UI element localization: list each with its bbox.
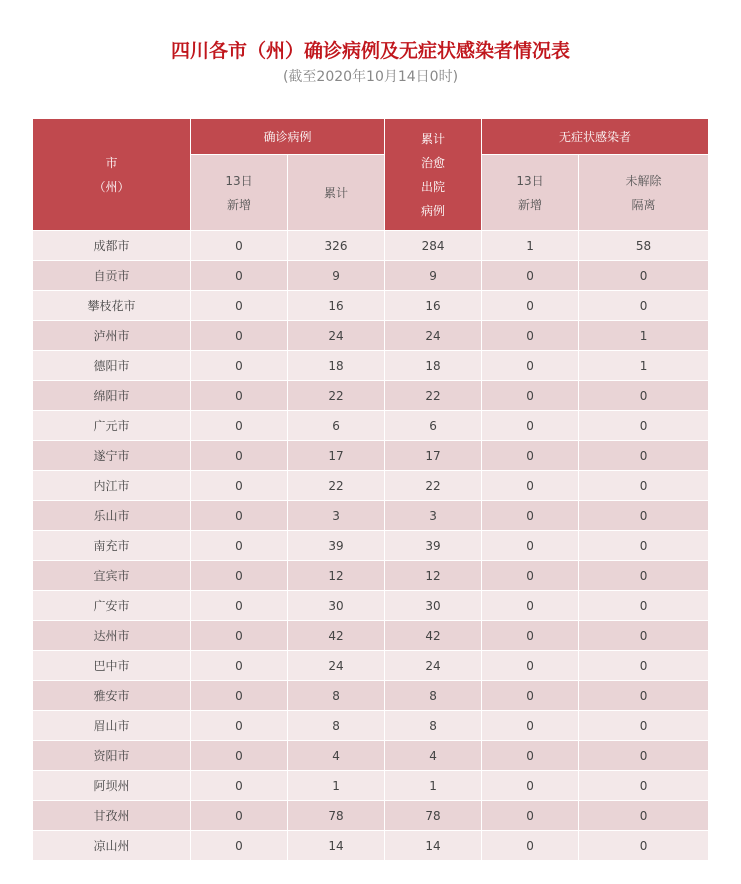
cell-city: 雅安市: [33, 681, 191, 711]
cell-recovered: 3: [385, 501, 482, 531]
cell-confirmed-total: 8: [288, 681, 385, 711]
cell-confirmed-total: 14: [288, 831, 385, 861]
cell-city: 眉山市: [33, 711, 191, 741]
header-asym-new-line1: 13日: [516, 173, 544, 188]
cell-asym-new: 0: [482, 411, 579, 441]
cell-asym-isolation: 0: [579, 501, 709, 531]
cell-asym-isolation: 0: [579, 531, 709, 561]
cell-city: 自贡市: [33, 261, 191, 291]
header-city-line2: （州）: [93, 179, 130, 194]
cell-confirmed-new: 0: [191, 681, 288, 711]
cell-recovered: 39: [385, 531, 482, 561]
cell-asym-new: 0: [482, 471, 579, 501]
cell-recovered: 24: [385, 651, 482, 681]
table-row: [33, 321, 709, 351]
cell-confirmed-new: 0: [191, 591, 288, 621]
table-row: [33, 561, 709, 591]
cell-city: 乐山市: [33, 501, 191, 531]
cell-asym-new: 0: [482, 261, 579, 291]
cell-asym-isolation: 58: [579, 231, 709, 261]
cell-asym-isolation: 0: [579, 441, 709, 471]
table-row: [33, 261, 709, 291]
cell-city: 成都市: [33, 231, 191, 261]
cell-city: 泸州市: [33, 321, 191, 351]
cell-city: 遂宁市: [33, 441, 191, 471]
cell-confirmed-new: 0: [191, 351, 288, 381]
cell-asym-isolation: 0: [579, 771, 709, 801]
cell-asym-isolation: 0: [579, 381, 709, 411]
cell-asym-isolation: 0: [579, 711, 709, 741]
header-confirmed-total: 累计: [288, 155, 385, 231]
table-row: [33, 591, 709, 621]
cell-city: 德阳市: [33, 351, 191, 381]
cell-asym-isolation: 0: [579, 561, 709, 591]
cell-asym-isolation: 0: [579, 591, 709, 621]
cell-city: 凉山州: [33, 831, 191, 861]
header-asym-new: [482, 155, 579, 231]
table-row: [33, 501, 709, 531]
cell-confirmed-new: 0: [191, 621, 288, 651]
table-body: [33, 231, 709, 861]
header-city-line1: 市: [105, 155, 118, 170]
cell-recovered: 24: [385, 321, 482, 351]
table-row: [33, 741, 709, 771]
cell-confirmed-new: 0: [191, 231, 288, 261]
cell-asym-new: 0: [482, 741, 579, 771]
header-recovered-line1: 累计: [421, 131, 446, 146]
cell-confirmed-new: 0: [191, 831, 288, 861]
table-row: [33, 621, 709, 651]
cell-confirmed-new: 0: [191, 381, 288, 411]
cell-confirmed-total: 8: [288, 711, 385, 741]
cell-asym-new: 0: [482, 351, 579, 381]
cell-confirmed-new: 0: [191, 801, 288, 831]
table-row: [33, 441, 709, 471]
cell-recovered: 22: [385, 471, 482, 501]
cell-confirmed-new: 0: [191, 741, 288, 771]
header-confirmed-new-line2: 新增: [226, 197, 251, 212]
cell-asym-new: 0: [482, 621, 579, 651]
table-row: [33, 711, 709, 741]
table-row: [33, 291, 709, 321]
cell-asym-new: 0: [482, 291, 579, 321]
cell-asym-new: 0: [482, 561, 579, 591]
cell-recovered: 8: [385, 711, 482, 741]
cell-confirmed-new: 0: [191, 291, 288, 321]
header-recovered: [385, 119, 482, 231]
cell-confirmed-total: 24: [288, 321, 385, 351]
table-row: [33, 831, 709, 861]
header-recovered-line3: 出院: [421, 179, 446, 194]
cell-recovered: 42: [385, 621, 482, 651]
cell-asym-isolation: 1: [579, 351, 709, 381]
cell-confirmed-total: 22: [288, 471, 385, 501]
cell-asym-isolation: 0: [579, 681, 709, 711]
cell-asym-new: 0: [482, 711, 579, 741]
cell-recovered: 8: [385, 681, 482, 711]
cell-city: 内江市: [33, 471, 191, 501]
cell-recovered: 14: [385, 831, 482, 861]
table-row: [33, 531, 709, 561]
cell-asym-new: 0: [482, 321, 579, 351]
cell-confirmed-total: 30: [288, 591, 385, 621]
cell-asym-isolation: 0: [579, 471, 709, 501]
cell-city: 达州市: [33, 621, 191, 651]
cell-asym-isolation: 0: [579, 621, 709, 651]
table-row: [33, 771, 709, 801]
cell-city: 宜宾市: [33, 561, 191, 591]
cell-city: 广元市: [33, 411, 191, 441]
table-row: [33, 471, 709, 501]
cell-city: 绵阳市: [33, 381, 191, 411]
cell-confirmed-total: 1: [288, 771, 385, 801]
cell-recovered: 78: [385, 801, 482, 831]
cell-recovered: 4: [385, 741, 482, 771]
cell-asym-new: 0: [482, 591, 579, 621]
cell-confirmed-new: 0: [191, 501, 288, 531]
table-row: [33, 651, 709, 681]
cell-asym-isolation: 0: [579, 651, 709, 681]
cell-confirmed-total: 6: [288, 411, 385, 441]
cell-asym-new: 0: [482, 651, 579, 681]
header-confirmed-new: [191, 155, 288, 231]
cell-recovered: 1: [385, 771, 482, 801]
cell-asym-isolation: 0: [579, 411, 709, 441]
cell-confirmed-new: 0: [191, 321, 288, 351]
page-subtitle: (截至2020年10月14日0时): [282, 69, 459, 85]
cell-confirmed-total: 3: [288, 501, 385, 531]
table-row: [33, 801, 709, 831]
cell-asym-new: 1: [482, 231, 579, 261]
cell-city: 攀枝花市: [33, 291, 191, 321]
cell-confirmed-total: 42: [288, 621, 385, 651]
cell-city: 阿坝州: [33, 771, 191, 801]
cell-confirmed-total: 4: [288, 741, 385, 771]
cell-asym-new: 0: [482, 531, 579, 561]
cell-confirmed-new: 0: [191, 411, 288, 441]
cell-recovered: 22: [385, 381, 482, 411]
cell-asym-new: 0: [482, 771, 579, 801]
header-city: [33, 119, 191, 231]
cell-confirmed-new: 0: [191, 471, 288, 501]
header-asym-iso-line2: 隔离: [631, 197, 656, 212]
table-row: [33, 231, 709, 261]
cell-confirmed-new: 0: [191, 261, 288, 291]
cell-asym-isolation: 0: [579, 291, 709, 321]
cell-city: 资阳市: [33, 741, 191, 771]
header-asym-new-line2: 新增: [518, 197, 543, 212]
cell-asym-isolation: 0: [579, 261, 709, 291]
cell-confirmed-total: 78: [288, 801, 385, 831]
cell-recovered: 9: [385, 261, 482, 291]
cell-recovered: 30: [385, 591, 482, 621]
cell-confirmed-new: 0: [191, 771, 288, 801]
cell-asym-new: 0: [482, 681, 579, 711]
table-row: [33, 381, 709, 411]
cell-confirmed-new: 0: [191, 711, 288, 741]
cell-confirmed-total: 18: [288, 351, 385, 381]
cell-confirmed-new: 0: [191, 561, 288, 591]
table-row: [33, 351, 709, 381]
cell-confirmed-total: 16: [288, 291, 385, 321]
cell-city: 巴中市: [33, 651, 191, 681]
header-confirmed-group: 确诊病例: [191, 119, 385, 155]
table-header: [33, 119, 709, 231]
cell-recovered: 16: [385, 291, 482, 321]
epidemic-table: [32, 118, 709, 861]
cell-confirmed-total: 39: [288, 531, 385, 561]
cell-asym-isolation: 0: [579, 831, 709, 861]
cell-asym-new: 0: [482, 831, 579, 861]
table-row: [33, 411, 709, 441]
cell-confirmed-new: 0: [191, 651, 288, 681]
cell-confirmed-total: 22: [288, 381, 385, 411]
cell-confirmed-new: 0: [191, 531, 288, 561]
cell-city: 南充市: [33, 531, 191, 561]
cell-confirmed-total: 17: [288, 441, 385, 471]
cell-recovered: 17: [385, 441, 482, 471]
page-title: 四川各市（州）确诊病例及无症状感染者情况表: [170, 40, 570, 62]
cell-asym-new: 0: [482, 501, 579, 531]
cell-city: 甘孜州: [33, 801, 191, 831]
cell-confirmed-total: 24: [288, 651, 385, 681]
header-recovered-line4: 病例: [421, 203, 446, 218]
cell-recovered: 18: [385, 351, 482, 381]
header-confirmed-new-line1: 13日: [225, 173, 253, 188]
cell-confirmed-total: 326: [288, 231, 385, 261]
table-row: [33, 681, 709, 711]
cell-asym-new: 0: [482, 381, 579, 411]
cell-asym-isolation: 1: [579, 321, 709, 351]
cell-asym-new: 0: [482, 801, 579, 831]
cell-asym-new: 0: [482, 441, 579, 471]
cell-confirmed-total: 9: [288, 261, 385, 291]
cell-recovered: 12: [385, 561, 482, 591]
header-recovered-line2: 治愈: [421, 155, 446, 170]
cell-recovered: 284: [385, 231, 482, 261]
header-asymptomatic-group: 无症状感染者: [482, 119, 709, 155]
cell-asym-isolation: 0: [579, 801, 709, 831]
cell-confirmed-new: 0: [191, 441, 288, 471]
header-asym-isolation: [579, 155, 709, 231]
cell-asym-isolation: 0: [579, 741, 709, 771]
cell-city: 广安市: [33, 591, 191, 621]
header-asym-iso-line1: 未解除: [625, 173, 662, 188]
cell-recovered: 6: [385, 411, 482, 441]
cell-confirmed-total: 12: [288, 561, 385, 591]
